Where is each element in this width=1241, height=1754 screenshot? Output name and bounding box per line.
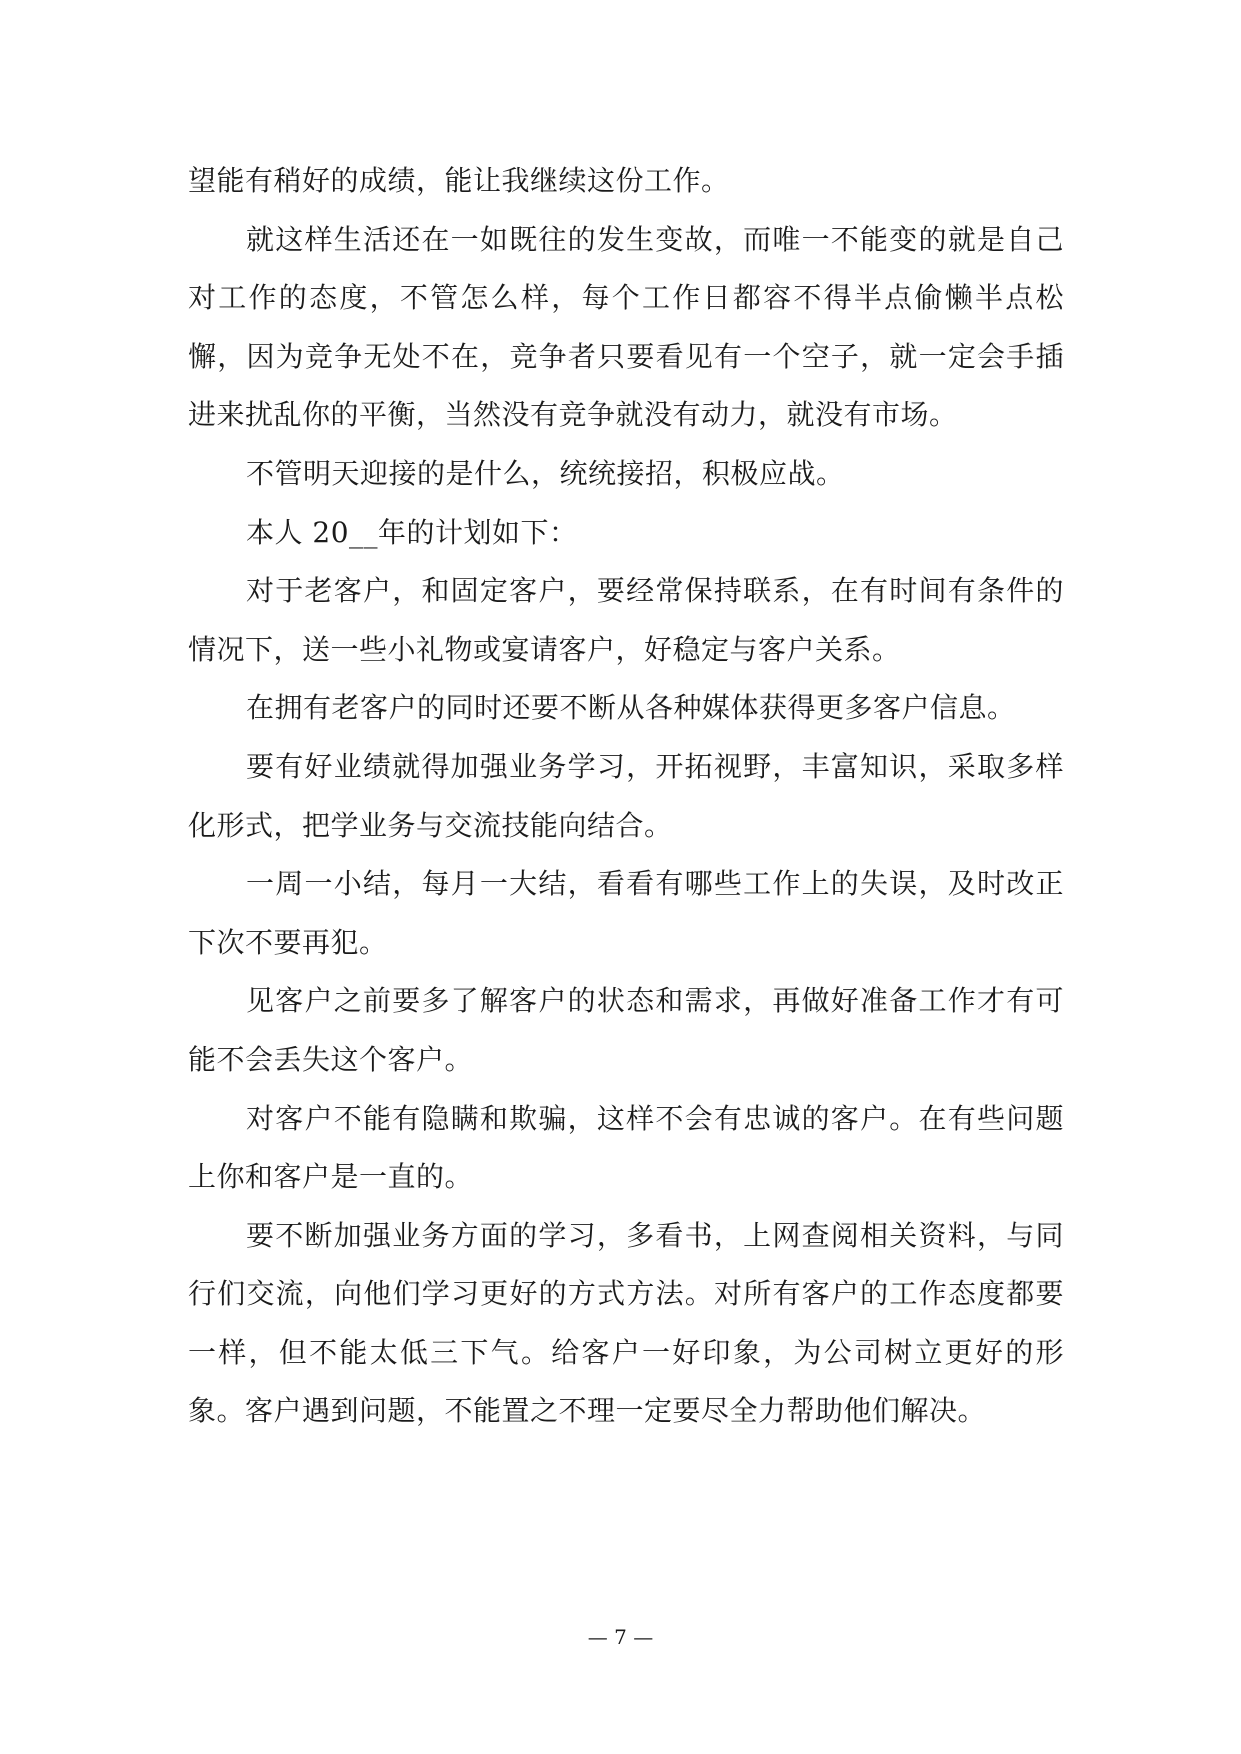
paragraph: 要有好业绩就得加强业务学习，开拓视野，丰富知识，采取多样化形式，把学业务与交流技能向结合。	[188, 749, 1064, 842]
paragraph: 不管明天迎接的是什么，统统接招，积极应战。	[246, 456, 845, 490]
paragraph: 对于老客户，和固定客户，要经常保持联系，在有时间有条件的情况下，送一些小礼物或宴请客户，好稳定与客户关系。	[188, 574, 1064, 666]
paragraph: 就这样生活还在一如既往的发生变故，而唯一不能变的就是自己对工作的态度，不管怎么样，每个工作日都容不得半点偷懒半点松懈，因为竞争无处不在，竞争者只要看见有一个空子，就一定会手插进来扰乱你的平衡，当然没有竞争就没有动力，就没有市场。	[188, 222, 1064, 432]
paragraph: 望能有稍好的成绩，能让我继续这份工作。	[188, 164, 730, 197]
paragraph: 对客户不能有隐瞒和欺骗，这样不会有忠诚的客户。在有些问题上你和客户是一直的。	[188, 1101, 1064, 1194]
paragraph: 要不断加强业务方面的学习，多看书，上网查阅相关资料，与同行们交流，向他们学习更好的方式方法。对所有客户的工作态度都要一样，但不能太低三下气。给客户一好印象，为公司树立更好的形象。客户遇到问题，不能置之不理一定要尽全力帮助他们解决。	[188, 1218, 1064, 1428]
paragraph: 见客户之前要多了解客户的状态和需求，再做好准备工作才有可能不会丢失这个客户。	[188, 984, 1064, 1076]
paragraph: 本人 20__年的计划如下：	[246, 515, 578, 549]
paragraph: 一周一小结，每月一大结，看看有哪些工作上的失误，及时改正下次不要再犯。	[188, 867, 1064, 959]
paragraph: 在拥有老客户的同时还要不断从各种媒体获得更多客户信息。	[246, 691, 1016, 725]
page-number: — 7 —	[587, 1625, 654, 1649]
body-text	[188, 152, 1064, 1441]
